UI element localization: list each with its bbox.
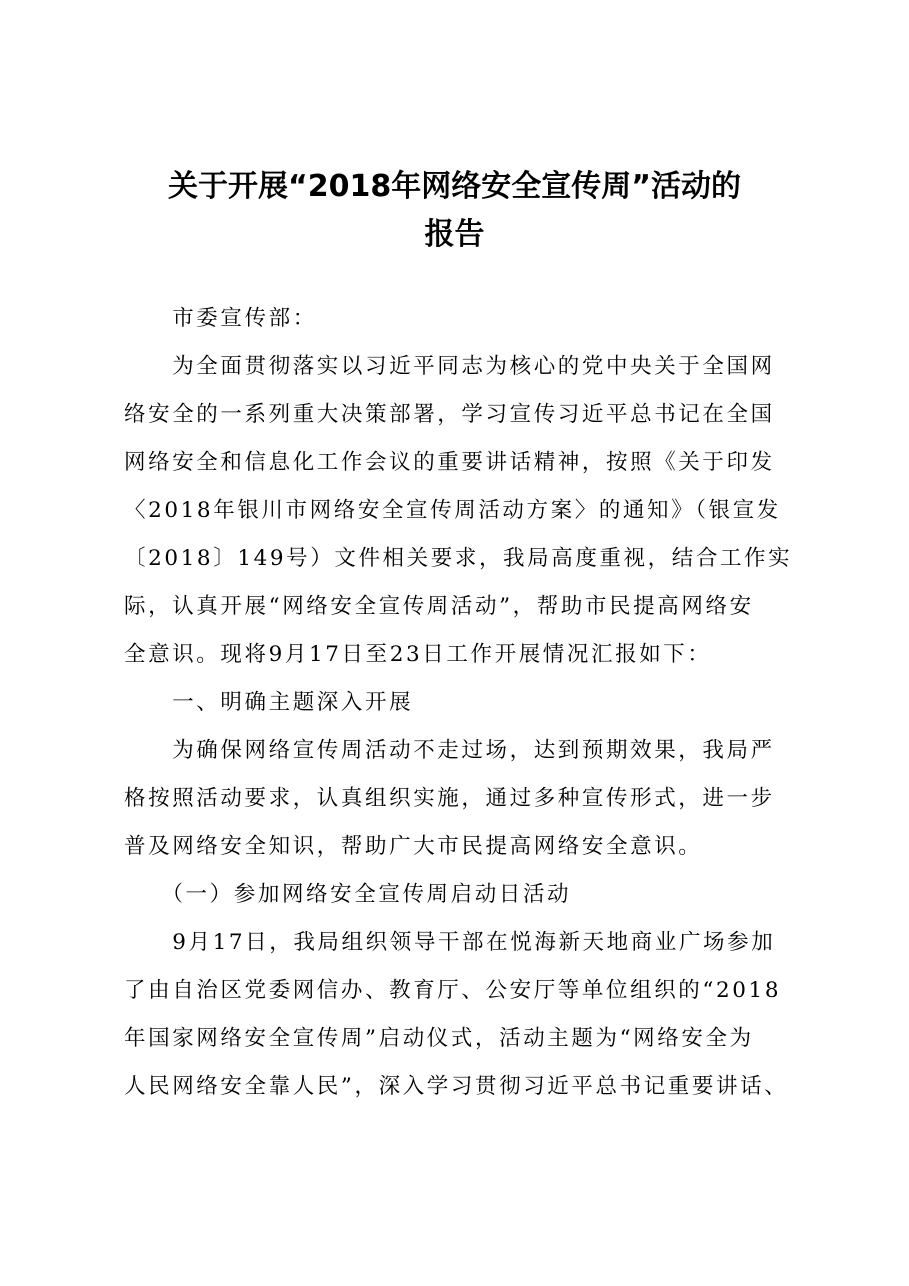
body-line: 全意识。现将9月17日至23日工作开展情况汇报如下：: [124, 642, 712, 667]
body-line: 格按照活动要求，认真组织实施，通过多种宣传形式，进一步: [124, 786, 775, 811]
body-line: 为全面贯彻落实以习近平同志为核心的党中央关于全国网: [124, 354, 775, 379]
salutation: 市委宣传部：: [124, 306, 317, 331]
subsection-heading: （一）参加网络安全宣传周启动日活动: [124, 882, 572, 907]
body-line: 了由自治区党委网信办、教育厅、公安厅等单位组织的“2018: [124, 978, 782, 1003]
section-heading: 一、明确主题深入开展: [124, 690, 414, 715]
body-line: 为确保网络宣传周活动不走过场，达到预期效果，我局严: [124, 738, 775, 763]
body-line: 网络安全和信息化工作会议的重要讲话精神，按照《关于印发: [124, 450, 775, 475]
document-title-line-2: 报告: [424, 217, 485, 252]
body-line: 年国家网络安全宣传周”启动仪式，活动主题为“网络安全为: [124, 1026, 754, 1051]
document-title-line-1: 关于开展“2018年网络安全宣传周”活动的: [168, 169, 741, 204]
body-line: 9月17日，我局组织领导干部在悦海新天地商业广场参加: [124, 930, 776, 955]
body-line: 〔2018〕149号）文件相关要求，我局高度重视，结合工作实: [124, 546, 793, 571]
body-line: 络安全的一系列重大决策部署，学习宣传习近平总书记在全国: [124, 402, 775, 427]
body-line: 〈2018年银川市网络安全宣传周活动方案〉的通知》（银宣发: [124, 498, 781, 523]
body-line: 人民网络安全靠人民”，深入学习贯彻习近平总书记重要讲话、: [124, 1074, 789, 1099]
body-line: 际，认真开展“网络安全宣传周活动”，帮助市民提高网络安: [124, 594, 754, 619]
body-line: 普及网络安全知识，帮助广大市民提高网络安全意识。: [124, 834, 703, 859]
